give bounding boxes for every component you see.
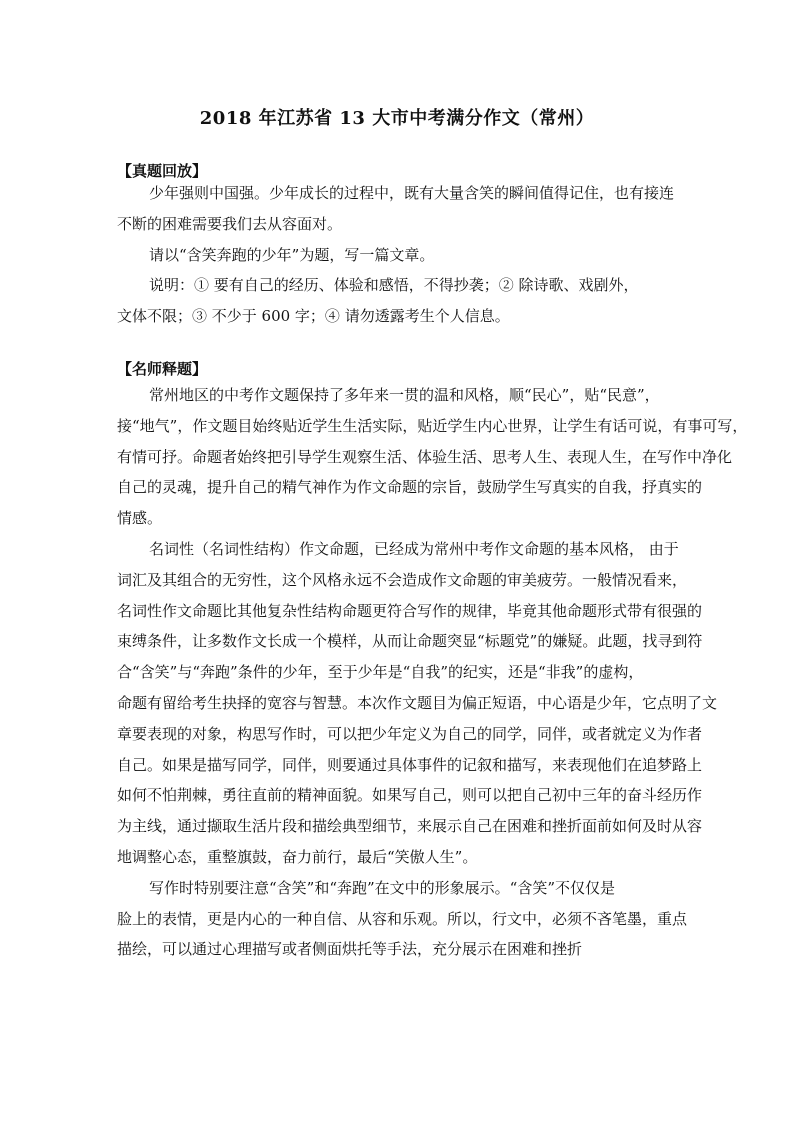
paragraph-line: 接“地气”，作文题目始终贴近学生生活实际，贴近学生内心世界，让学生有话可说，有事可写， xyxy=(117,416,748,435)
paragraph-line: 章要表现的对象，构思写作时，可以把少年定义为自己的同学，同伴，或者就定义为作者 xyxy=(117,724,703,743)
paragraph-line: 常州地区的中考作文题保持了多年来一贯的温和风格，顺“民心”，贴“民意”， xyxy=(149,386,660,404)
paragraph-line: 词汇及其组合的无穷性，这个风格永远不会造成作文命题的审美疲劳。一般情况看来， xyxy=(117,570,688,589)
document-title: 2018 年江苏省 13 大市中考满分作文（常州） xyxy=(199,108,595,129)
paragraph-line: 文体不限；③ 不少于 600 字；④ 请勿透露考生个人信息。 xyxy=(117,307,510,326)
paragraph-line: 描绘，可以通过心理描写或者侧面烘托等手法，充分展示在困难和挫折 xyxy=(117,940,583,959)
paragraph-line: 不断的困难需要我们去从容面对。 xyxy=(117,214,343,233)
paragraph-line: 情感。 xyxy=(117,509,163,528)
paragraph-line: 为主线，通过撷取生活片段和描绘典型细节，来展示自己在困难和挫折面前如何及时从容 xyxy=(117,817,703,836)
paragraph-line: 请以“含笑奔跑的少年”为题，写一篇文章。 xyxy=(149,245,435,264)
paragraph-line: 脸上的表情，更是内心的一种自信、从容和乐观。所以，行文中，必须不吝笔墨，重点 xyxy=(117,909,688,928)
paragraph-line: 命题有留给考生抉择的宽容与智慧。本次作文题目为偏正短语，中心语是少年，它点明了文 xyxy=(117,693,718,712)
paragraph-line: 自己。如果是描写同学，同伴，则要通过具体事件的记叙和描写，来表现他们在追梦路上 xyxy=(117,755,703,774)
paragraph-line: 自己的灵魂，提升自己的精气神作为作文命题的宗旨，鼓励学生写真实的自我，抒真实的 xyxy=(117,478,703,497)
paragraph-line: 名词性作文命题比其他复杂性结构命题更符合写作的规律，毕竟其他命题形式带有很强的 xyxy=(117,601,703,620)
paragraph-line: 说明：① 要有自己的经历、体验和感悟，不得抄袭；② 除诗歌、戏剧外， xyxy=(149,276,639,295)
paragraph-line: 如何不怕荆棘，勇往直前的精神面貌。如果写自己，则可以把自己初中三年的奋斗经历作 xyxy=(117,786,703,805)
paragraph-line: 少年强则中国强。少年成长的过程中，既有大量含笑的瞬间值得记住，也有接连 xyxy=(149,184,675,202)
paragraph-line: 束缚条件，让多数作文长成一个模样，从而让命题突显“标题党”的嫌疑。此题，找寻到符 xyxy=(117,632,703,651)
section-body-review xyxy=(117,178,695,332)
section-heading-explanation: 【名师释题】 xyxy=(117,360,208,378)
paragraph-line: 合“含笑”与“奔跑”条件的少年，至于少年是“自我”的纪实，还是“非我”的虚构， xyxy=(117,663,644,682)
section-body-explanation xyxy=(117,380,748,965)
paragraph-line: 有情可抒。命题者始终把引导学生观察生活、体验生活、思考人生、表现人生，在写作中净化 xyxy=(117,447,733,466)
paragraph-line: 写作时特别要注意“含笑”和“奔跑”在文中的形象展示。“含笑”不仅仅是 xyxy=(149,878,616,897)
paragraph-line: 地调整心态，重整旗鼓，奋力前行，最后“笑傲人生”。 xyxy=(117,847,478,866)
section-heading-review: 【真题回放】 xyxy=(117,162,208,180)
paragraph-line: 名词性（名词性结构）作文命题，已经成为常州中考作文命题的基本风格， 由于 xyxy=(149,539,679,558)
